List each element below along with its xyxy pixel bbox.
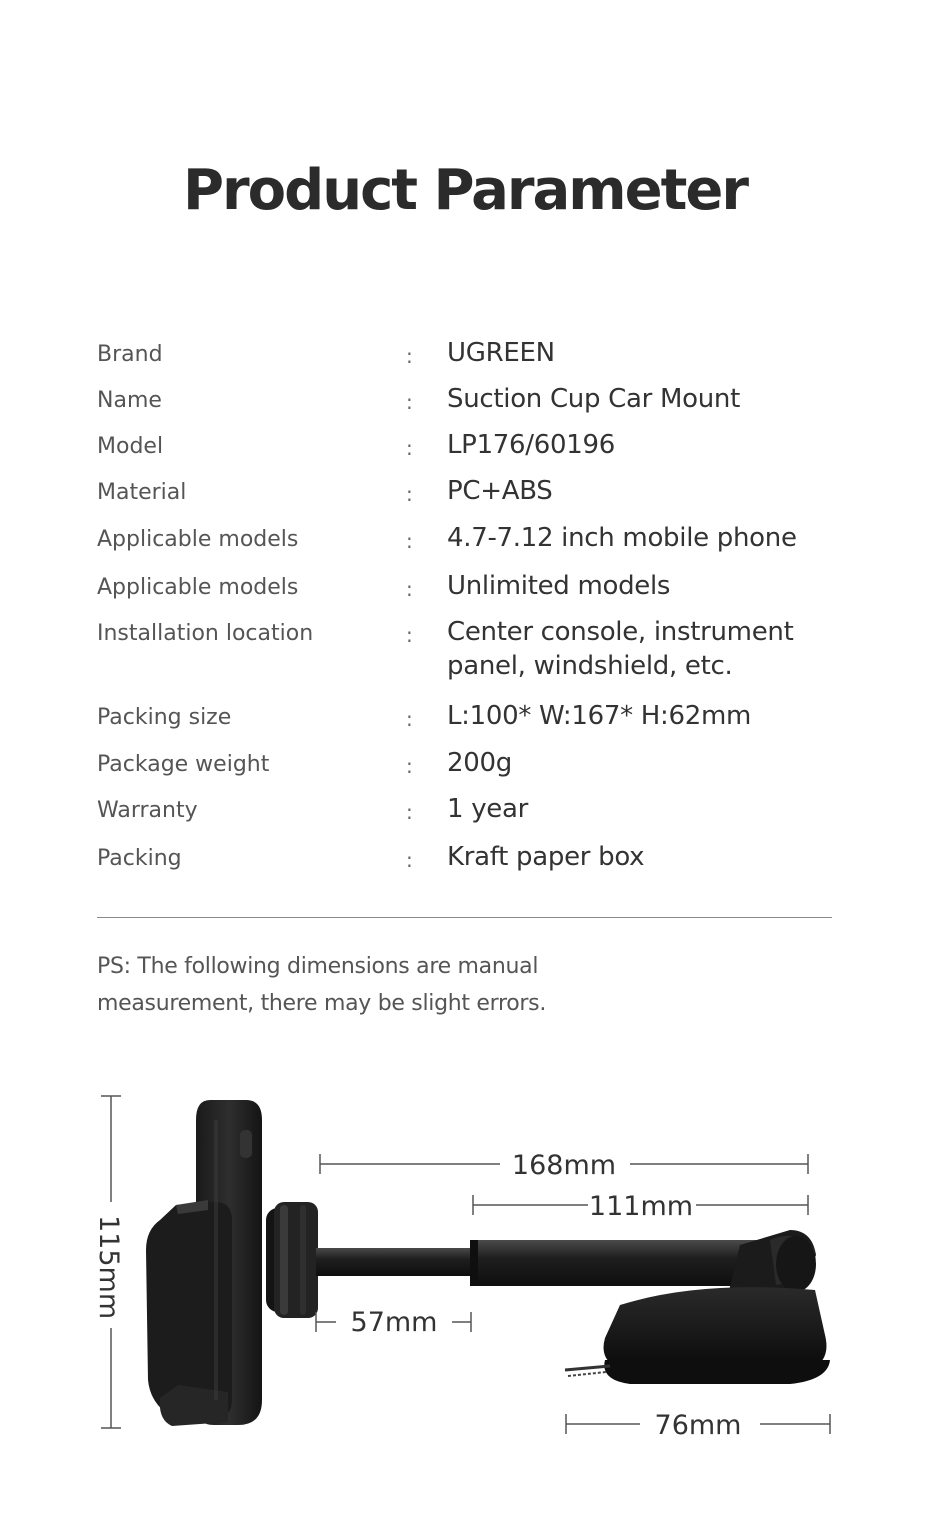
param-label: Model — [97, 434, 164, 459]
param-value: Kraft paper box — [447, 842, 645, 872]
param-colon: : — [406, 800, 413, 824]
param-value: Suction Cup Car Mount — [447, 384, 740, 414]
base-diameter-label: 76mm — [654, 1410, 742, 1441]
phone-cradle — [146, 1100, 262, 1426]
param-value: PC+ABS — [447, 476, 553, 506]
param-colon: : — [406, 529, 413, 553]
param-label: Name — [97, 388, 162, 413]
divider — [97, 917, 832, 918]
param-label: Brand — [97, 342, 163, 367]
arm-length-label: 111mm — [588, 1191, 694, 1222]
param-value: Center console, instrument panel, windshield, etc. — [447, 617, 794, 681]
param-colon: : — [406, 754, 413, 778]
param-value: LP176/60196 — [447, 430, 615, 460]
param-colon: : — [406, 577, 413, 601]
param-value: UGREEN — [447, 338, 555, 368]
total-length-label: 168mm — [511, 1150, 617, 1181]
page-title: Product Parameter — [183, 158, 747, 223]
param-label: Warranty — [97, 798, 198, 823]
param-value: 4.7-7.12 inch mobile phone — [447, 523, 797, 553]
param-value: 200g — [447, 748, 512, 778]
adjust-knob — [266, 1202, 318, 1318]
param-label: Packing size — [97, 705, 232, 730]
param-colon: : — [406, 344, 413, 368]
knob-offset-label: 57mm — [350, 1307, 438, 1338]
param-value: L:100* W:167* H:62mm — [447, 701, 752, 731]
param-label: Packing — [97, 846, 182, 871]
param-colon: : — [406, 707, 413, 731]
param-colon: : — [406, 390, 413, 414]
telescopic-arm — [316, 1240, 780, 1286]
param-colon: : — [406, 482, 413, 506]
ps-note: PS: The following dimensions are manual measurement, there may be slight errors. — [97, 954, 547, 1016]
param-value: 1 year — [447, 794, 529, 824]
param-label: Material — [97, 480, 187, 505]
param-colon: : — [406, 436, 413, 460]
param-colon: : — [406, 848, 413, 872]
height-label: 115mm — [93, 1215, 124, 1320]
param-colon: : — [406, 623, 413, 647]
param-value: Unlimited models — [447, 571, 671, 601]
product-dimension-diagram — [0, 1080, 930, 1516]
param-label: Applicable models — [97, 527, 299, 552]
param-label: Applicable models — [97, 575, 299, 600]
param-label: Installation location — [97, 621, 314, 646]
param-label: Package weight — [97, 752, 270, 777]
